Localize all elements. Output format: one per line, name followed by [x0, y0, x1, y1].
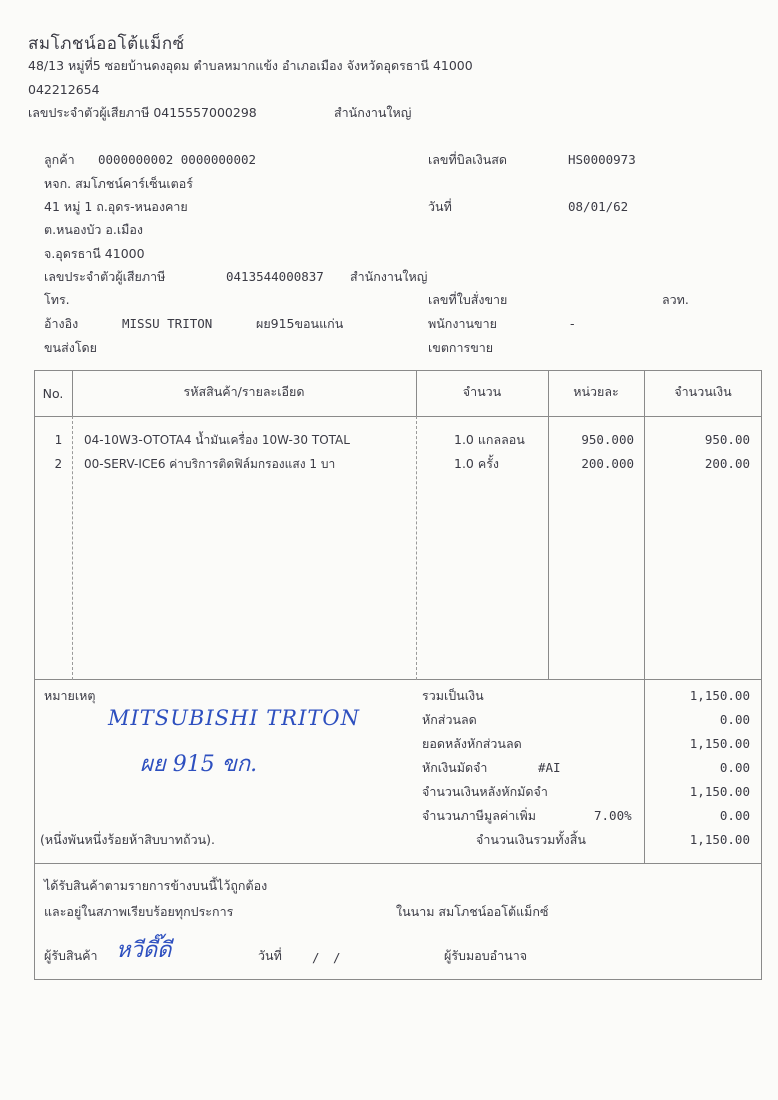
sales-order-value: ลวท. [662, 292, 689, 307]
company-branch: สำนักงานใหญ่ [334, 105, 412, 120]
reference-label: อ้างอิง [44, 316, 79, 331]
row-no: 1 [54, 432, 62, 447]
received-statement-2: และอยู่ในสภาพเรียบร้อยทุกประการ [44, 904, 234, 919]
grand-total-value: 1,150.00 [689, 832, 750, 847]
vat-value: 0.00 [719, 808, 750, 823]
salesperson-value: - [570, 316, 575, 331]
row-item: 00-SERV-ICE6 ค่าบริการติดฟิล์มกรองแสง 1 บา [84, 457, 336, 471]
column-divider [548, 370, 549, 680]
subtotal-value: 1,150.00 [689, 688, 750, 703]
after-deposit-value: 1,150.00 [689, 784, 750, 799]
company-tax-id: เลขประจำตัวผู้เสียภาษี 0415557000298 [28, 105, 257, 120]
row-amount: 950.00 [704, 432, 750, 447]
authorized-signer-label: ผู้รับมอบอำนาจ [444, 948, 528, 963]
customer-address-3: จ.อุดรธานี 41000 [44, 246, 145, 261]
on-behalf-of: ในนาม สมโภชน์ออโต้แม็กซ์ [396, 904, 549, 919]
receive-date-label: วันที่ [258, 948, 282, 963]
after-deposit-label: จำนวนเงินหลังหักมัดจำ [422, 784, 548, 799]
reference-value: MISSU TRITON [122, 316, 213, 331]
table-header-divider [34, 416, 762, 417]
receiver-label: ผู้รับสินค้า [44, 948, 98, 963]
amount-in-words: (หนึ่งพันหนึ่งร้อยห้าสิบบาทถ้วน). [40, 832, 215, 847]
column-divider [72, 416, 73, 680]
grand-total-label: จำนวนเงินรวมทั้งสิ้น [476, 832, 586, 847]
header-unit-price: หน่วยละ [573, 384, 619, 399]
receiver-signature: หวีดี๊ดี [116, 938, 172, 963]
sales-order-label: เลขที่ใบสั่งขาย [428, 292, 508, 307]
row-unit-price: 950.000 [581, 432, 634, 447]
row-amount: 200.00 [704, 456, 750, 471]
discount-label: หักส่วนลด [422, 712, 477, 727]
receive-date-blank: / / [312, 950, 344, 965]
customer-tax-label: เลขประจำตัวผู้เสียภาษี [44, 269, 166, 284]
header-no: No. [42, 386, 64, 401]
invoice-no: HS0000973 [568, 152, 636, 167]
row-qty: 1.0 ครั้ง [454, 456, 500, 471]
handwritten-remark-plate: ผย 915 ขก. [140, 752, 258, 777]
row-qty: 1.0 แกลลอน [454, 432, 525, 447]
company-name: สมโภชน์ออโต้แม็กซ์ [28, 34, 185, 54]
customer-address-1: 41 หมู่ 1 ถ.อุดร-หนองคาย [44, 199, 188, 214]
vat-rate: 7.00% [594, 808, 632, 823]
customer-label: ลูกค้า [44, 152, 75, 167]
customer-tax-id: 0413544000837 [226, 269, 324, 284]
column-divider [416, 416, 417, 680]
header-qty: จำนวน [462, 384, 502, 399]
subtotal-label: รวมเป็นเงิน [422, 688, 484, 703]
customer-codes: 0000000002 0000000002 [98, 152, 257, 167]
received-statement-1: ได้รับสินค้าตามรายการข้างบนนี้ไว้ถูกต้อง [44, 878, 268, 893]
deposit-label: หักเงินมัดจำ [422, 760, 488, 775]
sales-zone-label: เขตการขาย [428, 340, 494, 355]
row-no: 2 [54, 456, 62, 471]
after-discount-value: 1,150.00 [689, 736, 750, 751]
customer-address-2: ต.หนองบัว อ.เมือง [44, 222, 144, 237]
customer-branch: สำนักงานใหญ่ [350, 269, 428, 284]
invoice-date: 08/01/62 [568, 199, 629, 214]
company-address: 48/13 หมู่ที่5 ซอยบ้านดงอุดม ตำบลหมากแข้ง อำเภอเมือง จังหวัดอุดรธานี 41000 [28, 58, 473, 73]
customer-name: หจก. สมโภชน์คาร์เซ็นเตอร์ [44, 176, 193, 191]
invoice-no-label: เลขที่บิลเงินสด [428, 152, 507, 167]
row-unit-price: 200.000 [581, 456, 634, 471]
header-item: รหัสสินค้า/รายละเอียด [183, 384, 305, 399]
invoice-date-label: วันที่ [428, 199, 452, 214]
vat-label: จำนวนภาษีมูลค่าเพิ่ม [422, 808, 536, 823]
row-item: 04-10W3-OTOTA4 น้ำมันเครื่อง 10W-30 TOTAL [84, 433, 350, 447]
reference-plate: ผย915ขอนแก่น [256, 316, 344, 331]
discount-value: 0.00 [719, 712, 750, 727]
header-amount: จำนวนเงิน [674, 384, 732, 399]
remark-label: หมายเหตุ [44, 688, 96, 703]
deposit-code: #AI [538, 760, 561, 775]
salesperson-label: พนักงานขาย [428, 316, 497, 331]
after-discount-label: ยอดหลังหักส่วนลด [422, 736, 522, 751]
company-phone: 042212654 [28, 82, 100, 97]
deposit-value: 0.00 [719, 760, 750, 775]
handwritten-remark-model: MITSUBISHI TRITON [108, 706, 360, 730]
shipping-label: ขนส่งโดย [44, 340, 97, 355]
column-divider [644, 370, 645, 680]
customer-phone-label: โทร. [44, 292, 70, 307]
